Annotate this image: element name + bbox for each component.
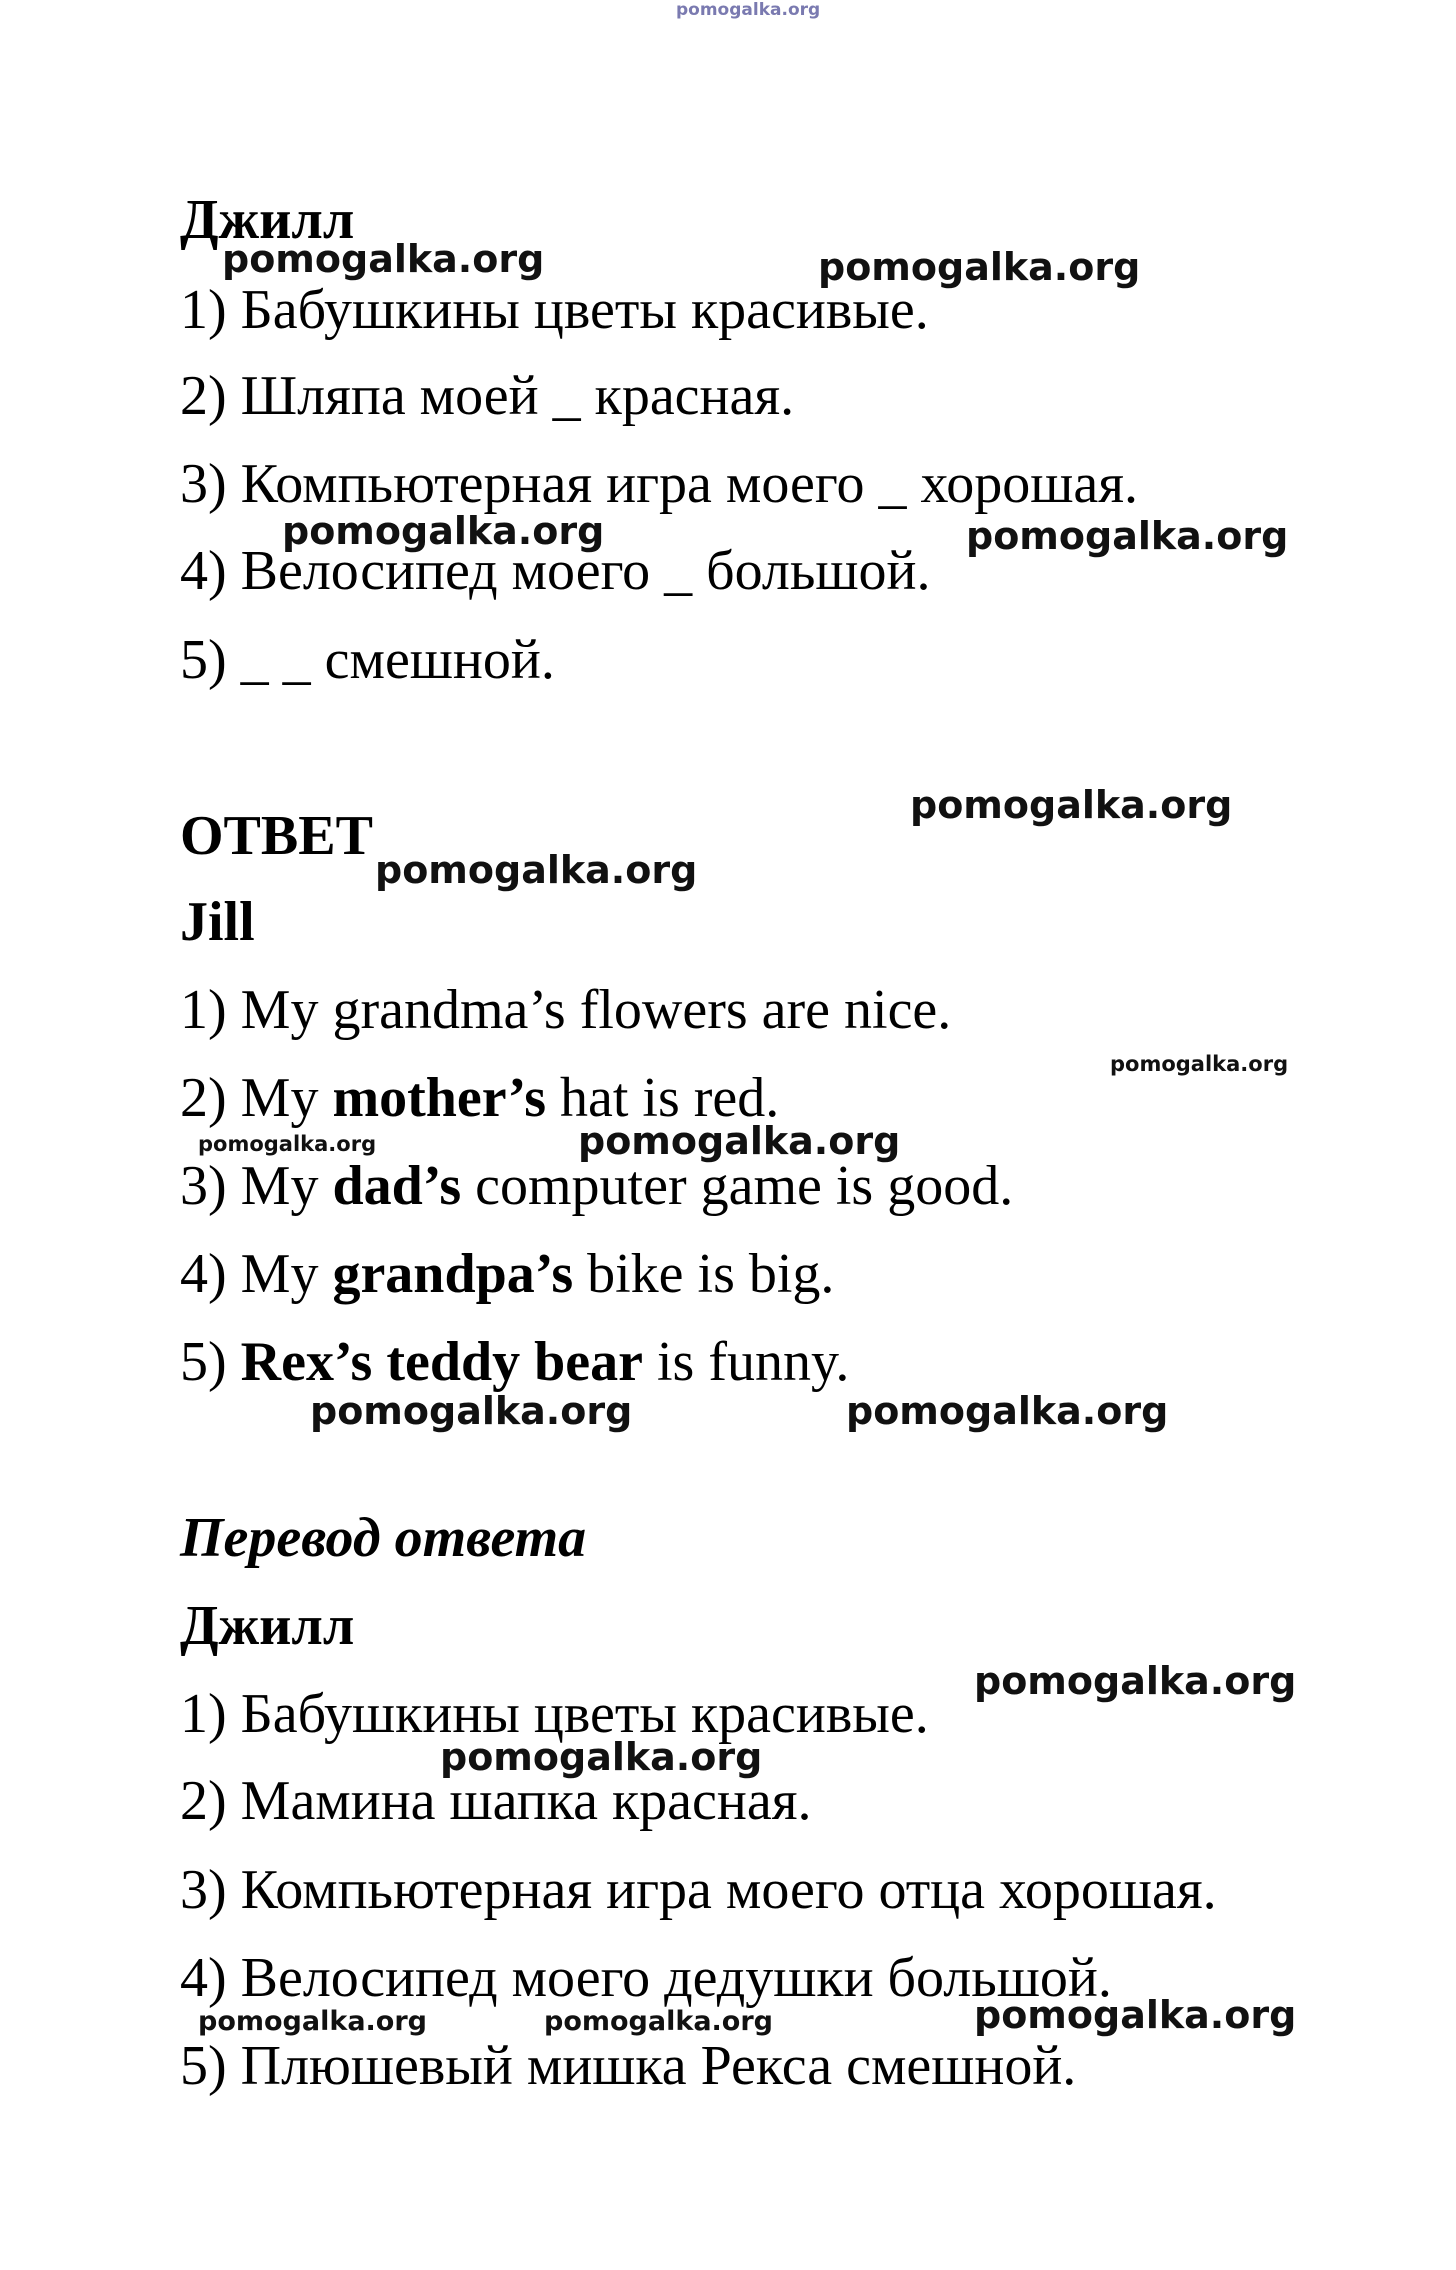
watermark: pomogalka.org <box>818 245 1141 289</box>
answer-line-5-pre: 5) <box>180 1331 241 1393</box>
answer-line-1 <box>180 979 952 1041</box>
answer-line-3-post: computer game is good. <box>461 1155 1014 1217</box>
watermark: pomogalka.org <box>198 1132 377 1156</box>
answer-line-5-post: is funny. <box>642 1331 850 1393</box>
translation-line-2: 2) Мамина шапка красная. <box>180 1770 812 1832</box>
translation-line-5: 5) Плюшевый мишка Рекса смешной. <box>180 2035 1077 2097</box>
watermark: pomogalka.org <box>578 1119 901 1163</box>
task-line-1: 1) Бабушкины цветы красивые. <box>180 279 929 341</box>
watermark: pomogalka.org <box>966 514 1289 558</box>
answer-line-2 <box>180 1067 780 1129</box>
task-heading: Джилл <box>180 189 355 251</box>
answer-line-4-bold: grandpa’s <box>332 1243 574 1305</box>
watermark: pomogalka.org <box>974 1993 1297 2037</box>
task-line-5: 5) _ _ смешной. <box>180 629 555 691</box>
watermark: pomogalka.org <box>222 237 545 281</box>
answer-line-4-pre: 4) My <box>180 1243 333 1305</box>
answer-line-3 <box>180 1155 1014 1217</box>
task-line-3: 3) Компьютерная игра моего _ хорошая. <box>180 453 1139 515</box>
translation-line-3: 3) Компьютерная игра моего отца хорошая. <box>180 1859 1217 1921</box>
watermark: pomogalka.org <box>846 1389 1169 1433</box>
task-line-2: 2) Шляпа моей _ красная. <box>180 365 795 427</box>
answer-line-1-text: 1) My grandma’s flowers are nice. <box>180 979 952 1041</box>
answer-line-5-bold: Rex’s teddy bear <box>240 1331 643 1393</box>
answer-line-5 <box>180 1331 850 1393</box>
task-line-4: 4) Велосипед моего _ большой. <box>180 540 931 602</box>
translation-heading: Перевод ответа <box>180 1507 587 1569</box>
watermark: pomogalka.org <box>544 2006 773 2037</box>
answer-line-3-bold: dad’s <box>332 1155 462 1217</box>
answer-line-3-pre: 3) My <box>180 1155 333 1217</box>
answer-line-4 <box>180 1243 835 1305</box>
watermark: pomogalka.org <box>1110 1052 1289 1076</box>
top-watermark: pomogalka.org <box>676 0 821 20</box>
watermark: pomogalka.org <box>310 1389 633 1433</box>
watermark: pomogalka.org <box>198 2006 427 2037</box>
watermark: pomogalka.org <box>910 783 1233 827</box>
answer-line-2-pre: 2) My <box>180 1067 333 1129</box>
watermark: pomogalka.org <box>282 509 605 553</box>
translation-name: Джилл <box>180 1595 355 1657</box>
watermark: pomogalka.org <box>440 1735 763 1779</box>
answer-heading: ОТВЕТ <box>180 805 373 867</box>
translation-line-4: 4) Велосипед моего дедушки большой. <box>180 1947 1112 2009</box>
answer-line-2-bold: mother’s <box>332 1067 546 1129</box>
answer-line-2-post: hat is red. <box>545 1067 780 1129</box>
translation-line-1: 1) Бабушкины цветы красивые. <box>180 1683 929 1745</box>
answer-line-4-post: bike is big. <box>573 1243 835 1305</box>
watermark: pomogalka.org <box>974 1659 1297 1703</box>
answer-name: Jill <box>180 891 255 953</box>
watermark: pomogalka.org <box>375 848 698 892</box>
